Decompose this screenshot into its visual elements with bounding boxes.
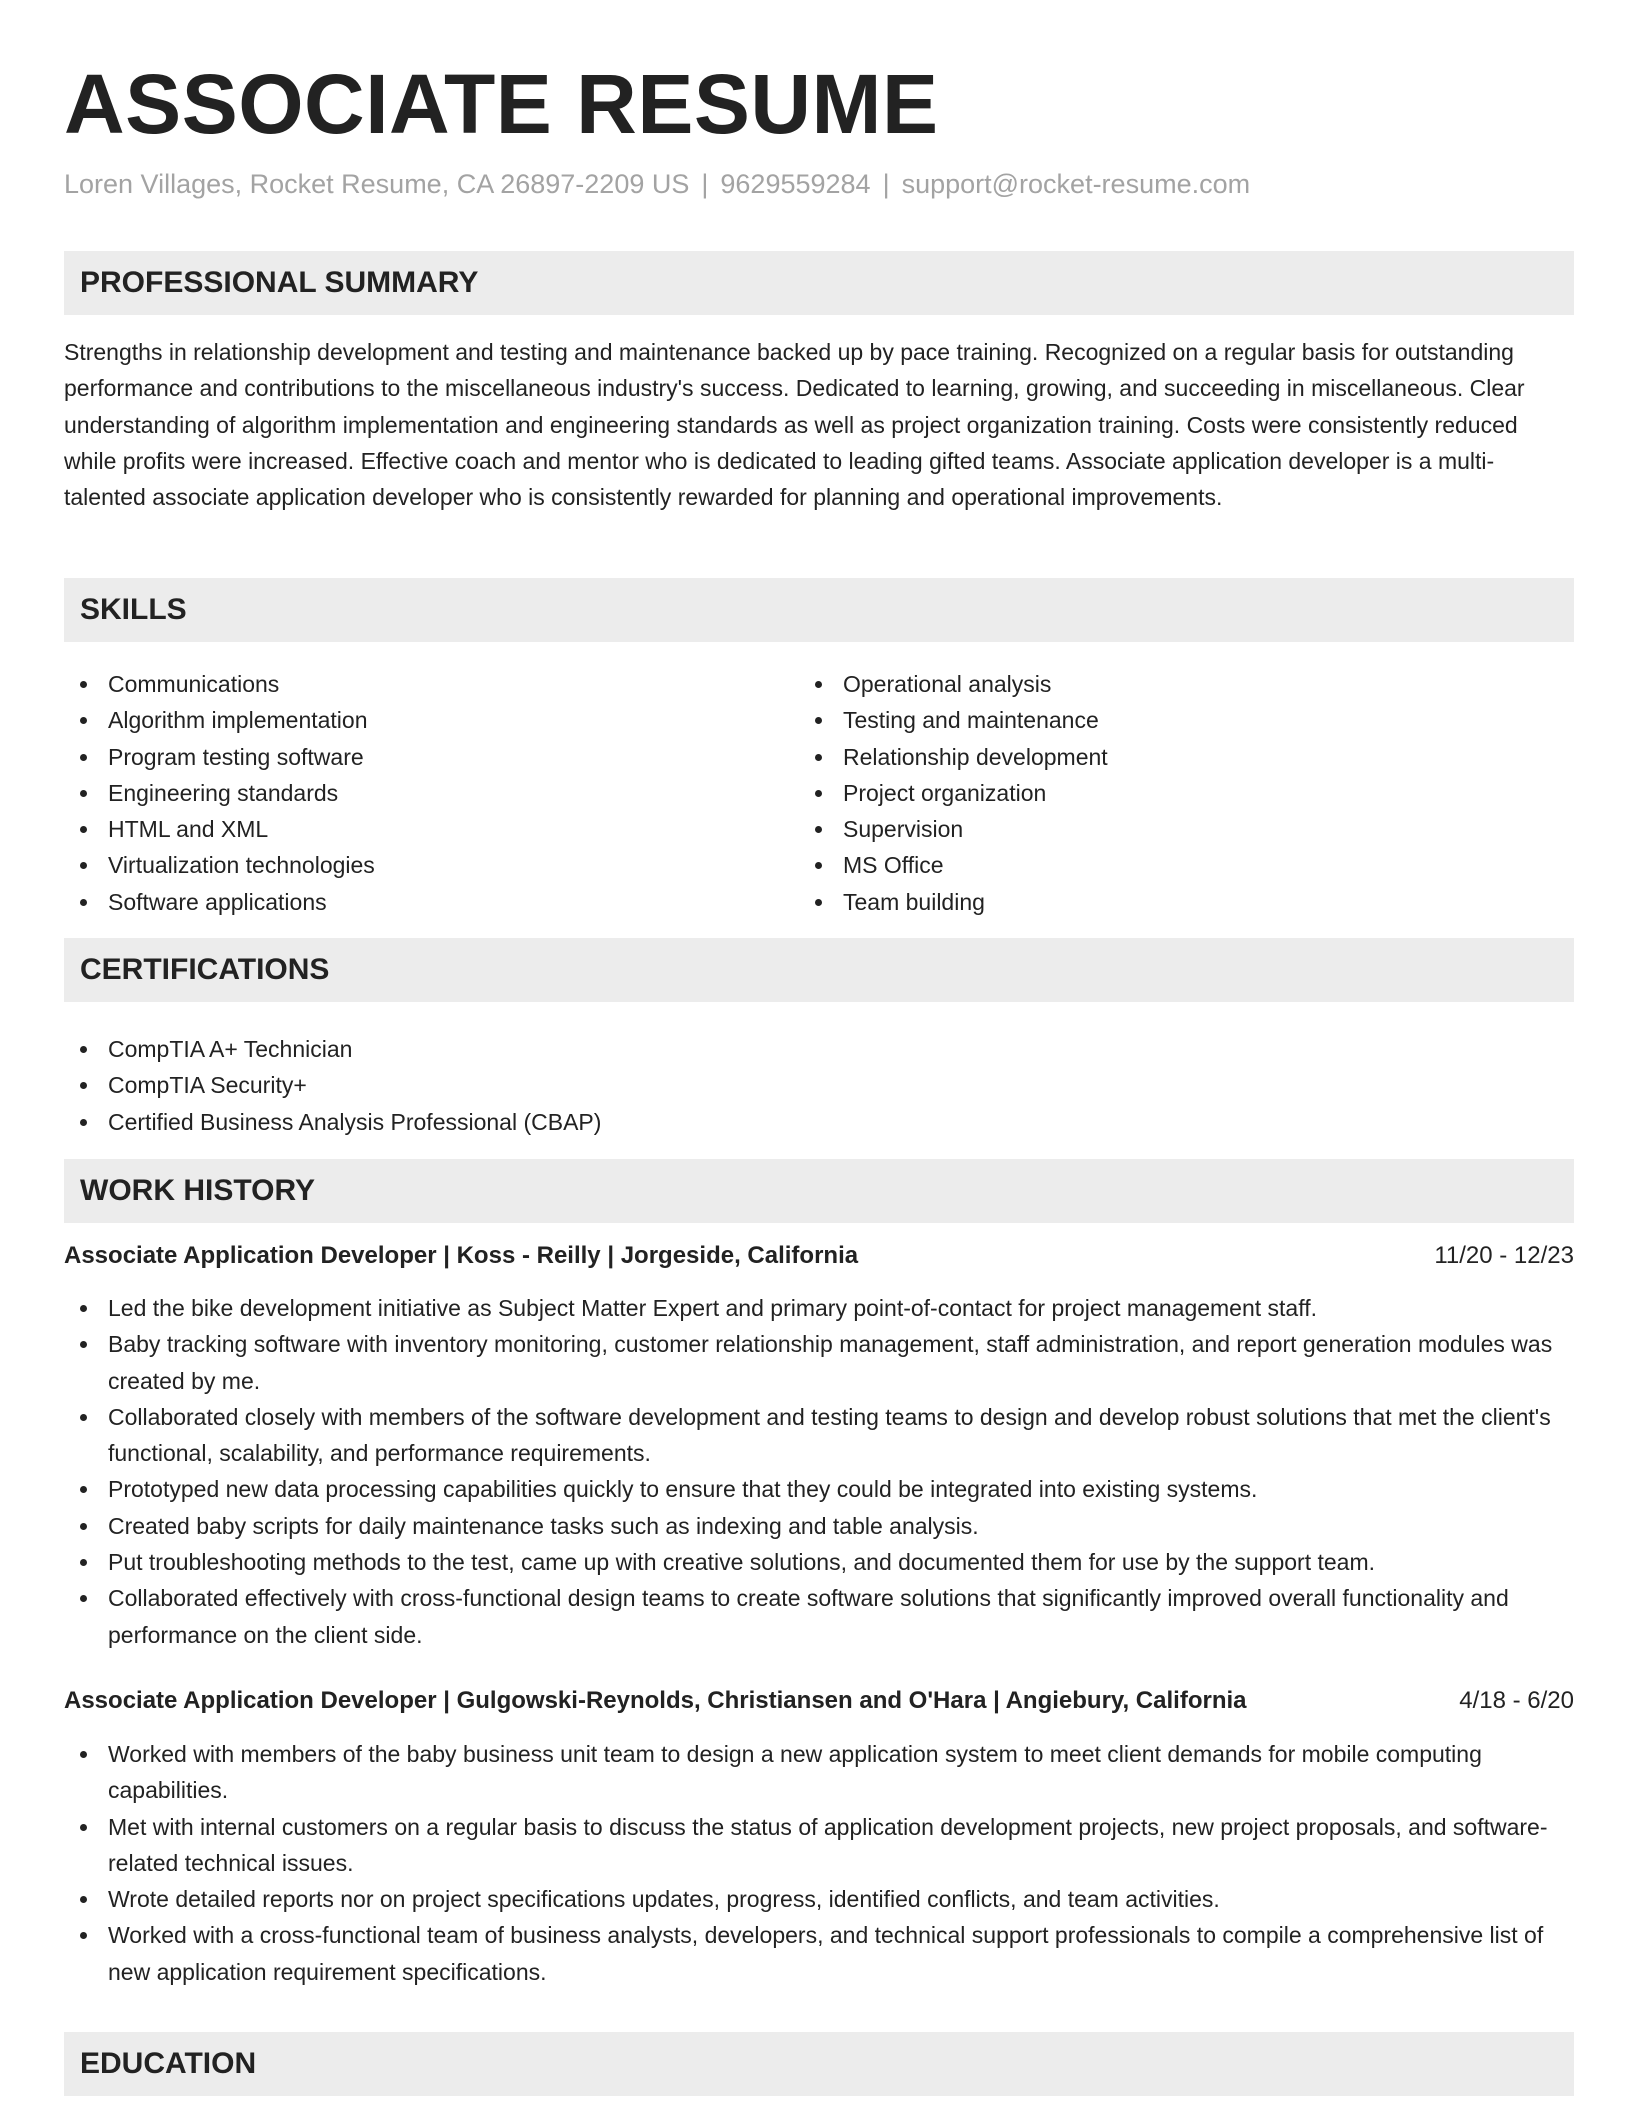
contact-separator: | xyxy=(882,169,890,199)
job-bullet: Created baby scripts for daily maintenance tasks such as indexing and table analysis. xyxy=(64,1508,1574,1544)
skill-item: Communications xyxy=(64,666,764,702)
job-bullet: Met with internal customers on a regular basis to discuss the status of application development projects, new project proposals, and software-related technical issues. xyxy=(64,1809,1574,1882)
skill-item: MS Office xyxy=(799,847,1499,883)
job-header xyxy=(64,1683,1574,1719)
skill-item: Software applications xyxy=(64,884,764,920)
section-header-summary xyxy=(64,251,1574,315)
job-bullets xyxy=(64,1290,1574,1653)
job-bullet: Worked with a cross-functional team of business analysts, developers, and technical support professionals to compile a comprehensive list of new application requirement specifications. xyxy=(64,1917,1574,1990)
contact-email: support@rocket-resume.com xyxy=(901,169,1251,199)
contact-line xyxy=(64,166,1250,202)
skill-item: HTML and XML xyxy=(64,811,764,847)
skills-list-left xyxy=(64,666,764,920)
job-dates: 11/20 - 12/23 xyxy=(1434,1242,1574,1269)
job-title: Associate Application Developer | Gulgowski-Reynolds, Christiansen and O'Hara | Angiebury, California xyxy=(64,1687,1247,1714)
job-header xyxy=(64,1238,1574,1274)
skill-item: Project organization xyxy=(799,775,1499,811)
job-bullets xyxy=(64,1736,1574,1990)
section-title-work-history: WORK HISTORY xyxy=(80,1174,316,1207)
skill-item: Team building xyxy=(799,884,1499,920)
skill-item: Engineering standards xyxy=(64,775,764,811)
section-header-work-history xyxy=(64,1159,1574,1223)
job-bullet: Baby tracking software with inventory monitoring, customer relationship management, staff administration, and report generation modules was created by me. xyxy=(64,1326,1574,1399)
job-bullet: Worked with members of the baby business unit team to design a new application system to meet client demands for mobile computing capabilities. xyxy=(64,1736,1574,1809)
skill-item: Operational analysis xyxy=(799,666,1499,702)
skill-item: Program testing software xyxy=(64,739,764,775)
job-title: Associate Application Developer | Koss - Reilly | Jorgeside, California xyxy=(64,1242,859,1269)
skill-item: Algorithm implementation xyxy=(64,702,764,738)
section-title-skills: SKILLS xyxy=(80,593,187,626)
section-title-education: EDUCATION xyxy=(80,2047,257,2080)
certification-item: CompTIA Security+ xyxy=(64,1067,1574,1103)
job-bullet: Wrote detailed reports nor on project specifications updates, progress, identified conflicts, and team activities. xyxy=(64,1881,1574,1917)
section-header-skills xyxy=(64,578,1574,642)
certification-item: Certified Business Analysis Professional (CBAP) xyxy=(64,1104,1574,1140)
contact-address: Loren Villages, Rocket Resume, CA 26897-2209 US xyxy=(64,169,690,199)
section-title-summary: PROFESSIONAL SUMMARY xyxy=(80,266,479,299)
contact-phone: 9629559284 xyxy=(720,169,871,199)
skill-item: Virtualization technologies xyxy=(64,847,764,883)
section-header-certifications xyxy=(64,938,1574,1002)
job-bullet: Prototyped new data processing capabilities quickly to ensure that they could be integrated into existing systems. xyxy=(64,1471,1574,1507)
skill-item: Relationship development xyxy=(799,739,1499,775)
section-title-certifications: CERTIFICATIONS xyxy=(80,953,330,986)
skill-item: Testing and maintenance xyxy=(799,702,1499,738)
skill-item: Supervision xyxy=(799,811,1499,847)
certifications-list xyxy=(64,1031,1574,1140)
summary-text: Strengths in relationship development and testing and maintenance backed up by pace training. Recognized on a regular basis for outstanding performance and contributions to the miscellaneous industry's success. Dedicated to learning, growing, and succeeding in miscellaneous. Clear understanding of algorithm implementation and engineering standards as well as project organization training. Costs were consistently reduced while profits were increased. Effective coach and mentor who is dedicated to leading gifted teams. Associate application developer is a multi-talented associate application developer who is consistently rewarded for planning and operational improvements. xyxy=(64,339,1525,511)
resume-title: ASSOCIATE RESUME xyxy=(64,57,939,151)
job-bullet: Put troubleshooting methods to the test, came up with creative solutions, and documented them for use by the support team. xyxy=(64,1544,1574,1580)
section-header-education xyxy=(64,2032,1574,2096)
contact-separator: | xyxy=(701,169,709,199)
job-bullet: Collaborated closely with members of the software development and testing teams to design and develop robust solutions that met the client's functional, scalability, and performance requirements. xyxy=(64,1399,1574,1472)
certification-item: CompTIA A+ Technician xyxy=(64,1031,1574,1067)
job-dates: 4/18 - 6/20 xyxy=(1459,1687,1574,1714)
job-bullet: Collaborated effectively with cross-functional design teams to create software solutions that significantly improved overall functionality and performance on the client side. xyxy=(64,1580,1574,1653)
skills-list-right xyxy=(799,666,1499,920)
job-bullet: Led the bike development initiative as Subject Matter Expert and primary point-of-contact for project management staff. xyxy=(64,1290,1574,1326)
